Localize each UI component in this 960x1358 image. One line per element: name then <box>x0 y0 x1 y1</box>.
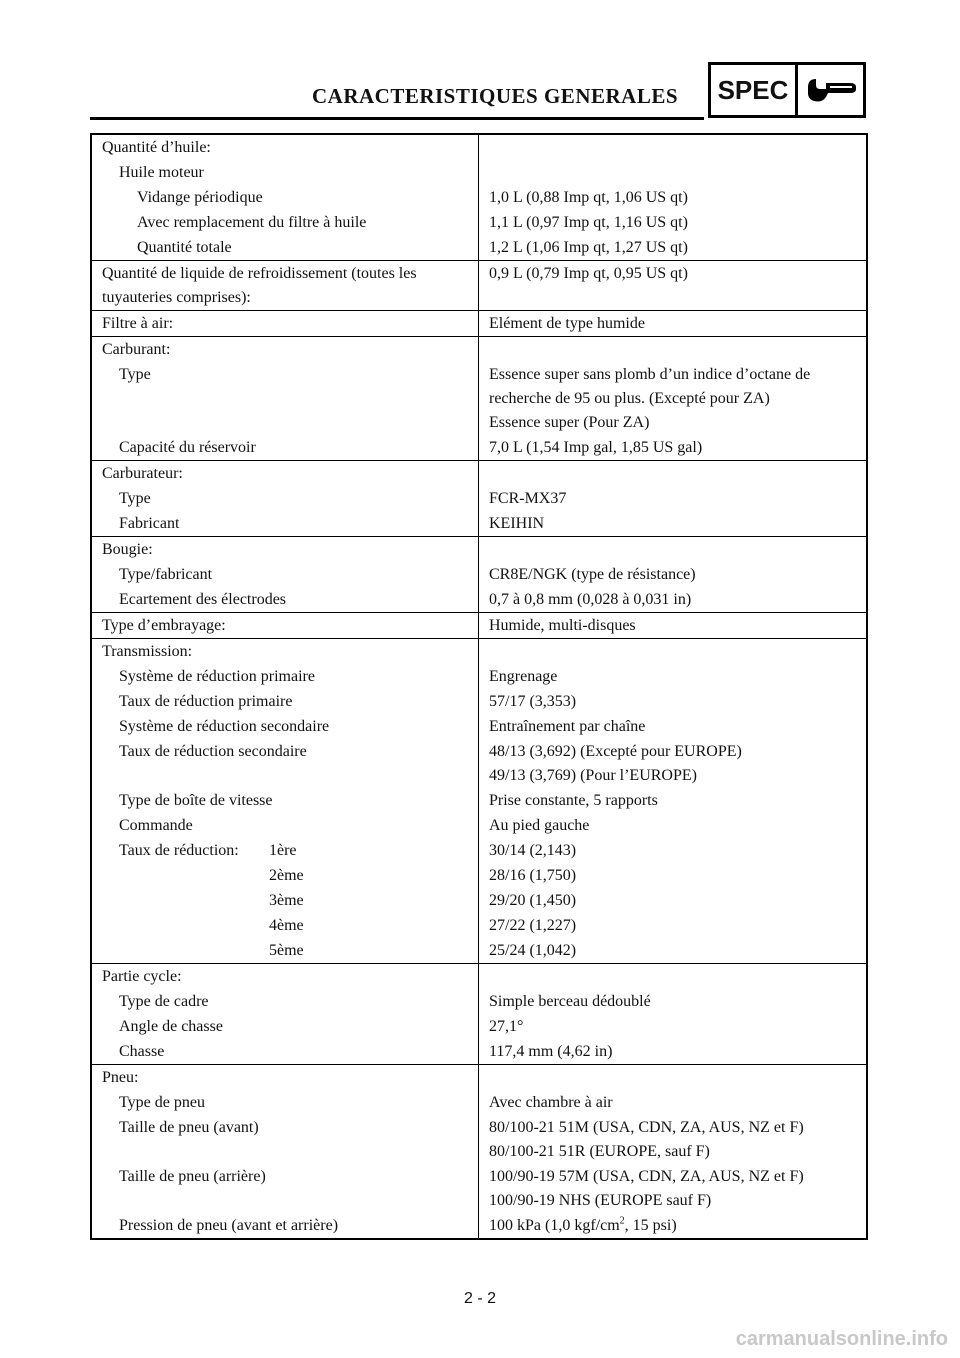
table-row <box>91 185 867 210</box>
row-value <box>479 1213 868 1239</box>
row-label: Type de pneu <box>119 1094 205 1111</box>
pressure-value: 100 kPa (1,0 kgf/cm <box>489 1217 620 1234</box>
table-row <box>91 461 867 487</box>
row-label: Quantité de liquide de refroidissement (toutes les tuyauteries comprises): <box>91 261 479 311</box>
row-value: 0,7 à 0,8 mm (0,028 à 0,031 in) <box>489 591 692 608</box>
row-value: Elément de type humide <box>479 311 868 337</box>
group-title-carburetor: Carburateur: <box>91 461 479 487</box>
gear-name: 3ème <box>269 892 304 909</box>
group-title-transmission: Transmission: <box>91 639 479 665</box>
table-row <box>91 664 867 689</box>
page-number: 2 - 2 <box>463 1290 496 1307</box>
row-label: Système de réduction secondaire <box>119 718 330 735</box>
table-row <box>91 587 867 613</box>
group-title-tire: Pneu: <box>91 1065 479 1091</box>
row-label: Système de réduction primaire <box>119 668 315 685</box>
gear-name: 5ème <box>269 942 304 959</box>
row-label: Vidange périodique <box>137 189 263 206</box>
gear-name: 1ère <box>269 842 297 859</box>
row-label: Chasse <box>119 1043 165 1060</box>
row-label: Type de cadre <box>119 993 209 1010</box>
wrench-icon <box>798 65 863 115</box>
row-value: 25/24 (1,042) <box>489 942 577 959</box>
row-value: 100/90-19 57M (USA, CDN, ZA, AUS, NZ et F) 100/90-19 NHS (EUROPE sauf F) <box>489 1168 804 1209</box>
table-row <box>91 838 867 863</box>
table-row <box>91 613 867 639</box>
row-label: Type de boîte de vitesse <box>119 792 273 809</box>
table-row <box>91 435 867 461</box>
row-value: Prise constante, 5 rapports <box>489 792 658 809</box>
row-value: 27,1° <box>489 1018 524 1035</box>
spec-badge-label: SPEC <box>711 65 798 115</box>
table-row <box>91 813 867 838</box>
row-value: Humide, multi-disques <box>479 613 868 639</box>
row-value: CR8E/NGK (type de résistance) <box>489 566 696 583</box>
row-value: 1,1 L (0,97 Imp qt, 1,16 US qt) <box>489 214 688 231</box>
spec-badge <box>708 62 866 118</box>
row-label: Taux de réduction secondaire <box>119 743 307 760</box>
row-value: 27/22 (1,227) <box>489 917 577 934</box>
row-value: 1,2 L (1,06 Imp qt, 1,27 US qt) <box>489 239 688 256</box>
gear-name: 4ème <box>269 917 304 934</box>
table-row <box>91 337 867 363</box>
row-value: 7,0 L (1,54 Imp gal, 1,85 US gal) <box>489 439 703 456</box>
table-row <box>91 362 867 435</box>
row-value: 0,9 L (0,79 Imp qt, 0,95 US qt) <box>479 261 868 311</box>
table-row <box>91 311 867 337</box>
row-label: Angle de chasse <box>119 1018 223 1035</box>
row-value: FCR-MX37 <box>489 490 567 507</box>
row-value: Au pied gauche <box>489 817 590 834</box>
table-row <box>91 788 867 813</box>
table-row <box>91 562 867 587</box>
row-value: Avec chambre à air <box>489 1094 613 1111</box>
row-label: Type/fabricant <box>119 566 213 583</box>
row-label: Taille de pneu (avant) <box>119 1119 259 1136</box>
row-label: Filtre à air: <box>91 311 479 337</box>
row-value: 57/17 (3,353) <box>489 693 577 710</box>
table-row <box>91 1014 867 1039</box>
row-label: Pression de pneu (avant et arrière) <box>119 1217 339 1234</box>
row-value: 80/100-21 51M (USA, CDN, ZA, AUS, NZ et F) 80/100-21 51R (EUROPE, sauf F) <box>489 1119 804 1160</box>
table-row <box>91 1039 867 1065</box>
table-row <box>91 639 867 665</box>
row-value: 117,4 mm (4,62 in) <box>489 1043 613 1060</box>
group-title-fuel: Carburant: <box>91 337 479 363</box>
row-label: Type <box>119 490 151 507</box>
gear-name: 2ème <box>269 867 304 884</box>
row-label: Type <box>119 366 151 383</box>
pressure-superscript: 2 <box>619 1215 625 1227</box>
table-row <box>91 1090 867 1115</box>
row-label: Avec remplacement du filtre à huile <box>137 214 367 231</box>
table-row <box>91 1164 867 1213</box>
row-value: 1,0 L (0,88 Imp qt, 1,06 US qt) <box>489 189 688 206</box>
table-row <box>91 235 867 261</box>
table-row <box>91 739 867 788</box>
watermark: carmanualsonline.info <box>735 1328 948 1350</box>
row-label: Taux de réduction primaire <box>119 693 293 710</box>
group-title-oil: Quantité d’huile: <box>91 134 479 160</box>
row-label: Capacité du réservoir <box>119 439 256 456</box>
group-title-chassis: Partie cycle: <box>91 964 479 990</box>
row-label: Ecartement des électrodes <box>119 591 287 608</box>
row-label: Type d’embrayage: <box>91 613 479 639</box>
table-row <box>91 913 867 938</box>
table-row <box>91 486 867 511</box>
group-title-spark-plug: Bougie: <box>91 537 479 563</box>
row-label: Commande <box>119 817 193 834</box>
table-row <box>91 938 867 964</box>
gear-ratio-label: Taux de réduction: <box>119 842 239 859</box>
row-label: Quantité totale <box>137 239 232 256</box>
page-title: CARACTERISTIQUES GENERALES <box>312 84 679 108</box>
table-row <box>91 863 867 888</box>
row-value: 29/20 (1,450) <box>489 892 577 909</box>
pressure-value-suffix: , 15 psi) <box>624 1217 677 1234</box>
table-row <box>91 989 867 1014</box>
row-value: Engrenage <box>489 668 558 685</box>
table-row <box>91 1213 867 1239</box>
table-row <box>91 537 867 563</box>
table-row <box>91 160 867 185</box>
table-row <box>91 261 867 311</box>
row-value: 48/13 (3,692) (Excepté pour EUROPE) 49/13 (3,769) (Pour l’EUROPE) <box>489 743 742 784</box>
title-underline <box>90 117 704 120</box>
table-row <box>91 888 867 913</box>
table-row <box>91 964 867 990</box>
table-row <box>91 714 867 739</box>
row-value: KEIHIN <box>489 515 545 532</box>
row-label: Taille de pneu (arrière) <box>119 1168 266 1185</box>
row-label: Fabricant <box>119 515 180 532</box>
table-row <box>91 210 867 235</box>
row-value: Simple berceau dédoublé <box>489 993 651 1010</box>
table-row <box>91 511 867 537</box>
row-value: 28/16 (1,750) <box>489 867 577 884</box>
table-row <box>91 1115 867 1164</box>
table-row <box>91 134 867 160</box>
row-value: 30/14 (2,143) <box>489 842 577 859</box>
table-row <box>91 1065 867 1091</box>
row-value: Entraînement par chaîne <box>489 718 646 735</box>
table-row <box>91 689 867 714</box>
row-value: Essence super sans plomb d’un indice d’octane de recherche de 95 ou plus. (Excepté pour ZA) Essence super (Pour ZA) <box>489 366 811 431</box>
engine-oil-label: Huile moteur <box>119 164 204 181</box>
spec-table <box>90 133 868 1240</box>
